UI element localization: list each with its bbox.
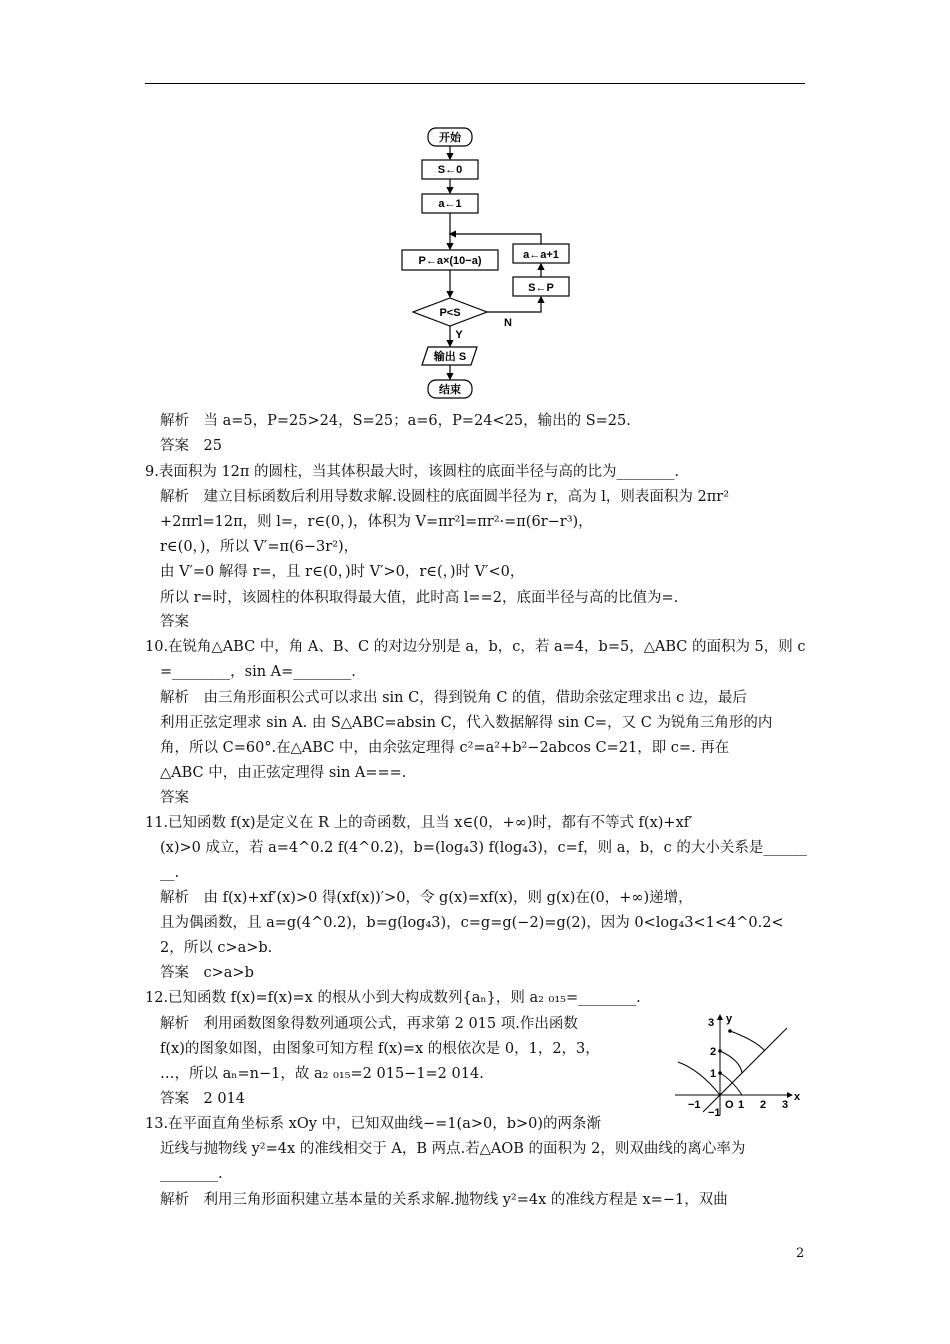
sol9-line1: 解析 建立目标函数后利用导数求解.设圆柱的底面圆半径为 r，高为 l，则表面积为 2πr² bbox=[160, 489, 730, 505]
q11-line2: (x)>0 成立，若 a=4^0.2 f(4^0.2)，b=(log₄3) f(log₄3)，c=f，则 a，b，c 的大小关系是______ bbox=[160, 840, 807, 856]
sol10-line3: 角，所以 C=60°.在△ABC 中，由余弦定理得 c²=a²+b²−2abcos C=21，即 c=. 再在 bbox=[160, 740, 730, 756]
flow-cond-label: P<S bbox=[439, 307, 461, 319]
flow-end-label: 结束 bbox=[439, 384, 461, 396]
flow-aa-label: a←a+1 bbox=[523, 249, 559, 261]
graph-tick-x-2: 2 bbox=[760, 1099, 767, 1111]
page-number: 2 bbox=[796, 1246, 805, 1261]
sol12-line3: …，所以 aₙ=n−1，故 a₂ ₀₁₅=2 015−1=2 014. bbox=[160, 1066, 484, 1082]
sol10-line1: 解析 由三角形面积公式可以求出 sin C，得到锐角 C 的值，借助余弦定理求出 c 边，最后 bbox=[160, 690, 747, 706]
graph-tick-y-neg1: −1 bbox=[708, 1107, 721, 1119]
curve-seg3 bbox=[730, 1031, 765, 1051]
flow-no-label: N bbox=[504, 317, 512, 329]
flowchart bbox=[395, 122, 585, 412]
flow-start-label: 开始 bbox=[439, 132, 461, 144]
q10-line1: 10.在锐角△ABC 中，角 A、B、C 的对边分别是 a，b，c，若 a=4，b=5，△ABC 的面积为 5，则 c bbox=[145, 639, 806, 655]
q11-line3: __. bbox=[160, 865, 180, 881]
q13-line2: 近线与抛物线 y²=4x 的准线相交于 A，B 两点.若△AOB 的面积为 2，则双曲线的离心率为 bbox=[160, 1141, 746, 1157]
sol10-line2: 利用正弦定理求 sin A. 由 S△ABC=absin C，代入数据解得 sin C=，又 C 为锐角三角形的内 bbox=[160, 715, 773, 731]
graph-tick-y-2: 2 bbox=[710, 1046, 717, 1058]
header-rule bbox=[145, 83, 805, 84]
function-graph bbox=[670, 1010, 805, 1120]
q13-line3: ________. bbox=[160, 1166, 223, 1182]
flow-yes-label: Y bbox=[455, 329, 463, 341]
ans8-line: 答案 25 bbox=[160, 438, 222, 454]
graph-tick-x-3: 3 bbox=[782, 1099, 789, 1111]
ans9-line: 答案 bbox=[160, 614, 189, 630]
q11-line1: 11.已知函数 f(x)是定义在 R 上的奇函数，且当 x∈(0，+∞)时，都有不等式 f(x)+xf′ bbox=[145, 815, 693, 831]
graph-tick-x-neg1: −1 bbox=[688, 1099, 701, 1111]
q13-line1: 13.在平面直角坐标系 xOy 中，已知双曲线−=1(a>0，b>0)的两条渐 bbox=[145, 1116, 602, 1132]
ans11-line: 答案 c>a>b bbox=[160, 965, 254, 981]
graph-x-label: x bbox=[794, 1091, 801, 1103]
flow-a1-label: a←1 bbox=[438, 198, 462, 210]
flow-out-label: 输出 S bbox=[433, 351, 467, 363]
q10-line2: =________，sin A=________. bbox=[160, 664, 356, 680]
q9-line1: 9.表面积为 12π 的圆柱，当其体积最大时，该圆柱的底面半径与高的比为________. bbox=[145, 464, 680, 480]
sol10-line4: △ABC 中，由正弦定理得 sin A===. bbox=[160, 765, 407, 781]
sol11-line3: 2，所以 c>a>b. bbox=[160, 940, 273, 956]
sol9-line4: 由 V′=0 解得 r=，且 r∈(0，)时 V′>0，r∈(，)时 V′<0， bbox=[160, 564, 525, 580]
graph-origin: O bbox=[725, 1099, 734, 1111]
sol12-line1: 解析 利用函数图象得数列通项公式，再求第 2 015 项.作出函数 bbox=[160, 1016, 578, 1032]
sol9-line5: 所以 r=时，该圆柱的体积取得最大值，此时高 l==2，底面半径与高的比值为=. bbox=[160, 590, 679, 606]
graph-tick-y-1: 1 bbox=[710, 1068, 717, 1080]
ans10-line: 答案 bbox=[160, 790, 189, 806]
ans12-line: 答案 2 014 bbox=[160, 1091, 246, 1107]
sol13-line1: 解析 利用三角形面积建立基本量的关系求解.抛物线 y²=4x 的准线方程是 x=−1，双曲 bbox=[160, 1192, 728, 1208]
sol9-line3: r∈(0，)，所以 V′=π(6−3r²)， bbox=[160, 539, 359, 555]
sol9-line2: +2πrl=12π，则 l=，r∈(0，)，体积为 V=πr²l=πr²·=π(6r−r³)， bbox=[160, 514, 593, 530]
graph-tick-y-3: 3 bbox=[708, 1017, 715, 1029]
graph-tick-x-1: 1 bbox=[738, 1099, 745, 1111]
sol11-line2: 且为偶函数，且 a=g(4^0.2)，b=g(log₄3)，c=g=g(−2)=g(2)，因为 0<log₄3<1<4^0.2< bbox=[160, 915, 784, 931]
sol11-line1: 解析 由 f(x)+xf′(x)>0 得(xf(x))′>0，令 g(x)=xf(x)，则 g(x)在(0，+∞)递增， bbox=[160, 890, 693, 906]
sol12-line2: f(x)的图象如图，由图象可知方程 f(x)=x 的根依次是 0，1，2，3， bbox=[160, 1041, 600, 1057]
graph-y-label: y bbox=[726, 1013, 733, 1025]
flow-p-label: P←a×(10−a) bbox=[418, 255, 482, 267]
q12-line1: 12.已知函数 f(x)=f(x)=x 的根从小到大构成数列{aₙ}，则 a₂ ₀₁₅=________. bbox=[145, 990, 641, 1006]
flow-s0-label: S←0 bbox=[437, 164, 463, 176]
sol8-line: 解析 当 a=5，P=25>24，S=25；a=6，P=24<25，输出的 S=25. bbox=[160, 413, 631, 429]
curve-seg2 bbox=[720, 1051, 742, 1073]
flow-sp-label: S←P bbox=[528, 282, 554, 294]
